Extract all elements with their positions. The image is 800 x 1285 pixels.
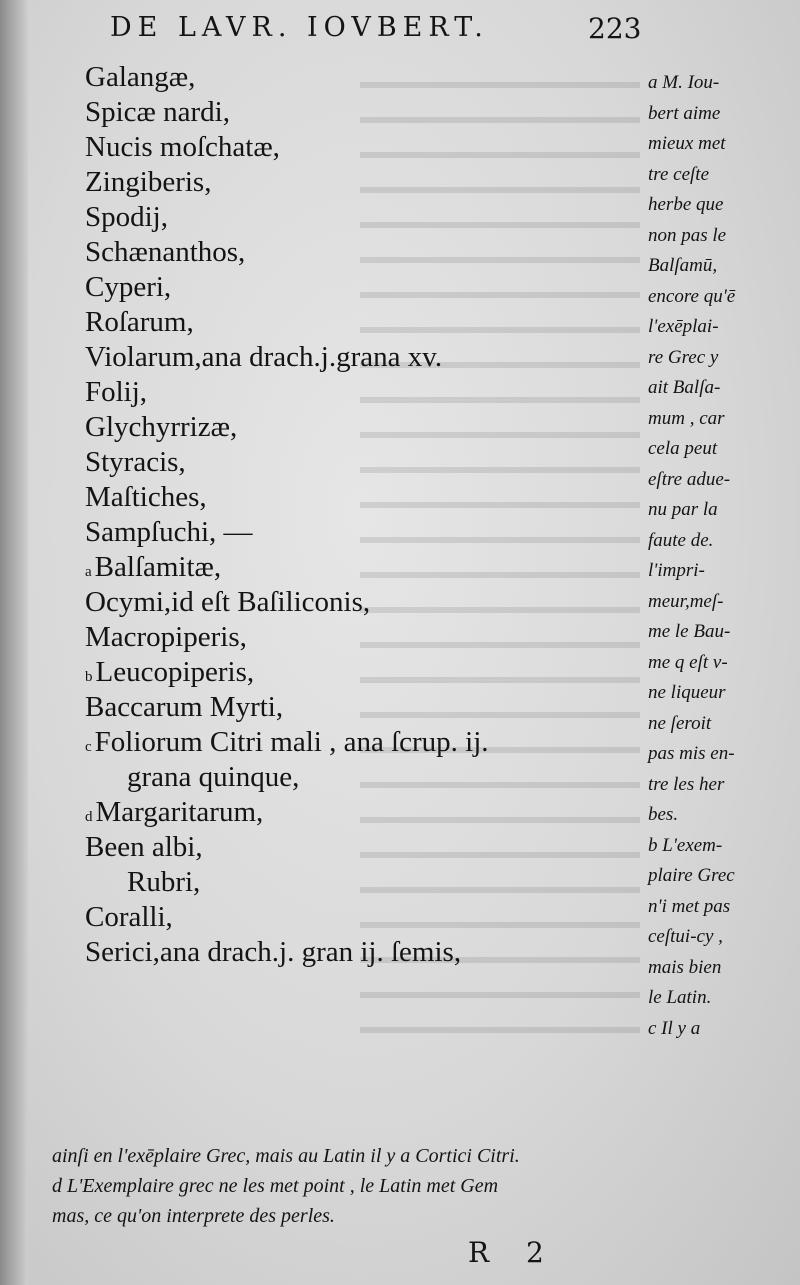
marginal-note-line: encore qu'ē <box>648 285 736 307</box>
ingredient-text: Leucopiperis, <box>95 656 255 688</box>
marginal-note-line: tre ceſte <box>648 163 710 185</box>
ingredient-line <box>85 375 645 410</box>
ingredient-line <box>85 410 645 445</box>
ingredient-line <box>85 690 645 725</box>
marginal-note-line: l'impri- <box>648 560 705 581</box>
marginal-note-line: mum , car <box>648 407 725 429</box>
ingredient-text: Glychyrrizæ, <box>85 411 238 443</box>
marginal-note-line: mais bien <box>648 956 722 978</box>
ingredient-text: Macropiperis, <box>85 621 247 653</box>
marginal-note-line: cela peut <box>648 438 718 459</box>
footnote-line: mas, ce qu'on interprete des perles. <box>52 1205 335 1227</box>
ingredient-line <box>85 95 645 130</box>
ingredient-text: Nucis moſchatæ, <box>85 131 280 163</box>
ingredient-text: Styracis, <box>85 446 186 478</box>
ingredient-text: Spodij, <box>85 201 168 233</box>
marginal-note-line: b L'exem- <box>648 834 723 856</box>
marginal-note-line: meur,meſ- <box>648 590 724 612</box>
marginal-note-line: me le Bau- <box>648 621 731 642</box>
footnote-line: d L'Exemplaire grec ne les met point , le Latin met Gem <box>52 1175 499 1197</box>
marginal-notes <box>648 68 798 1044</box>
ingredient-line <box>85 725 645 760</box>
ingredient-line <box>85 935 645 970</box>
ingredient-line <box>85 795 645 830</box>
page-number: 223 <box>588 12 642 45</box>
ingredient-line <box>85 655 645 690</box>
note-marker: d <box>85 809 93 825</box>
ingredient-line <box>85 165 645 200</box>
ingredient-line <box>85 270 645 305</box>
note-marker: a <box>85 564 92 580</box>
ingredient-line <box>85 480 645 515</box>
ingredient-line <box>85 515 645 550</box>
ingredient-line <box>85 830 645 865</box>
ingredient-text: Cyperi, <box>85 271 172 303</box>
ingredient-text: Serici,ana drach.j. gran ij. ſemis, <box>85 936 462 968</box>
ingredient-text: Schænanthos, <box>85 236 246 268</box>
footnote-line: ainſi en l'exēplaire Grec, mais au Latin il y a Cortici Citri. <box>52 1145 520 1167</box>
ingredient-line <box>85 620 645 655</box>
ingredient-text: Coralli, <box>85 901 173 933</box>
ingredient-text: Margaritarum, <box>95 796 264 828</box>
ingredient-text: Ocymi,id eſt Baſiliconis, <box>85 586 371 618</box>
marginal-note-line: ne ſeroit <box>648 712 712 734</box>
marginal-note-line: non pas le <box>648 224 727 246</box>
ingredient-text: Been albi, <box>85 831 203 863</box>
ingredient-text: Foliorum Citri mali , ana ſcrup. ij. <box>94 726 489 758</box>
ingredient-text: Galangæ, <box>85 61 196 93</box>
ingredient-text: Folij, <box>85 376 148 408</box>
marginal-note-line: n'i met pas <box>648 895 731 917</box>
note-marker: b <box>85 669 93 685</box>
ingredient-text: Spicæ nardi, <box>85 96 230 128</box>
ingredient-text: grana quinque, <box>127 761 300 793</box>
ingredient-line <box>85 130 645 165</box>
marginal-note-line: pas mis en- <box>648 743 735 764</box>
ingredient-text: Balſamitæ, <box>94 551 222 583</box>
marginal-note-line: re Grec y <box>648 346 719 368</box>
signature-mark: R 2 <box>468 1236 558 1269</box>
footnotes <box>52 1141 797 1231</box>
marginal-note-line: faute de. <box>648 529 714 551</box>
marginal-note-line: c Il y a <box>648 1017 701 1039</box>
marginal-note-line: Balſamū, <box>648 255 718 276</box>
ingredient-line <box>85 760 645 795</box>
marginal-note-line: nu par la <box>648 499 718 520</box>
running-title: DE LAVR. IOVBERT. <box>110 12 489 43</box>
marginal-note-line: ne liqueur <box>648 682 726 703</box>
marginal-note-line: bert aime <box>648 102 721 124</box>
ingredient-text: Baccarum Myrti, <box>85 691 284 723</box>
marginal-note-line: le Latin. <box>648 987 712 1008</box>
marginal-note-line: me q eſt v- <box>648 651 728 673</box>
ingredient-line <box>85 900 645 935</box>
ingredient-line <box>85 340 645 375</box>
marginal-note-line: eſtre adue- <box>648 468 731 490</box>
ingredient-text: Violarum,ana drach.j.grana xv. <box>85 341 443 373</box>
marginal-note-line: herbe que <box>648 194 724 215</box>
ingredient-line <box>85 60 645 95</box>
marginal-note-line: ait Balſa- <box>648 377 721 398</box>
ingredient-list <box>85 60 645 970</box>
marginal-note-line: a M. Iou- <box>648 72 720 93</box>
marginal-note-line: ceſtui-cy , <box>648 926 723 947</box>
marginal-note-line: l'exēplai- <box>648 316 719 337</box>
page-gutter <box>0 0 28 1285</box>
ingredient-text: Maſtiches, <box>85 481 207 513</box>
ingredient-line <box>85 585 645 620</box>
note-marker: c <box>85 739 92 755</box>
ingredient-line <box>85 445 645 480</box>
ingredient-line <box>85 865 645 900</box>
ingredient-text: Zingiberis, <box>85 166 212 198</box>
marginal-note-line: bes. <box>648 804 679 825</box>
marginal-note-line: plaire Grec <box>648 865 735 886</box>
ingredient-text: Rubri, <box>127 866 201 898</box>
ingredient-line <box>85 550 645 585</box>
marginal-note-line: mieux met <box>648 133 726 154</box>
ingredient-line <box>85 235 645 270</box>
ingredient-line <box>85 305 645 340</box>
marginal-note-line: tre les her <box>648 773 725 795</box>
ingredient-line <box>85 200 645 235</box>
page-header <box>110 12 670 52</box>
ingredient-text: Roſarum, <box>85 306 194 338</box>
ingredient-text: Sampſuchi, — <box>85 516 253 548</box>
